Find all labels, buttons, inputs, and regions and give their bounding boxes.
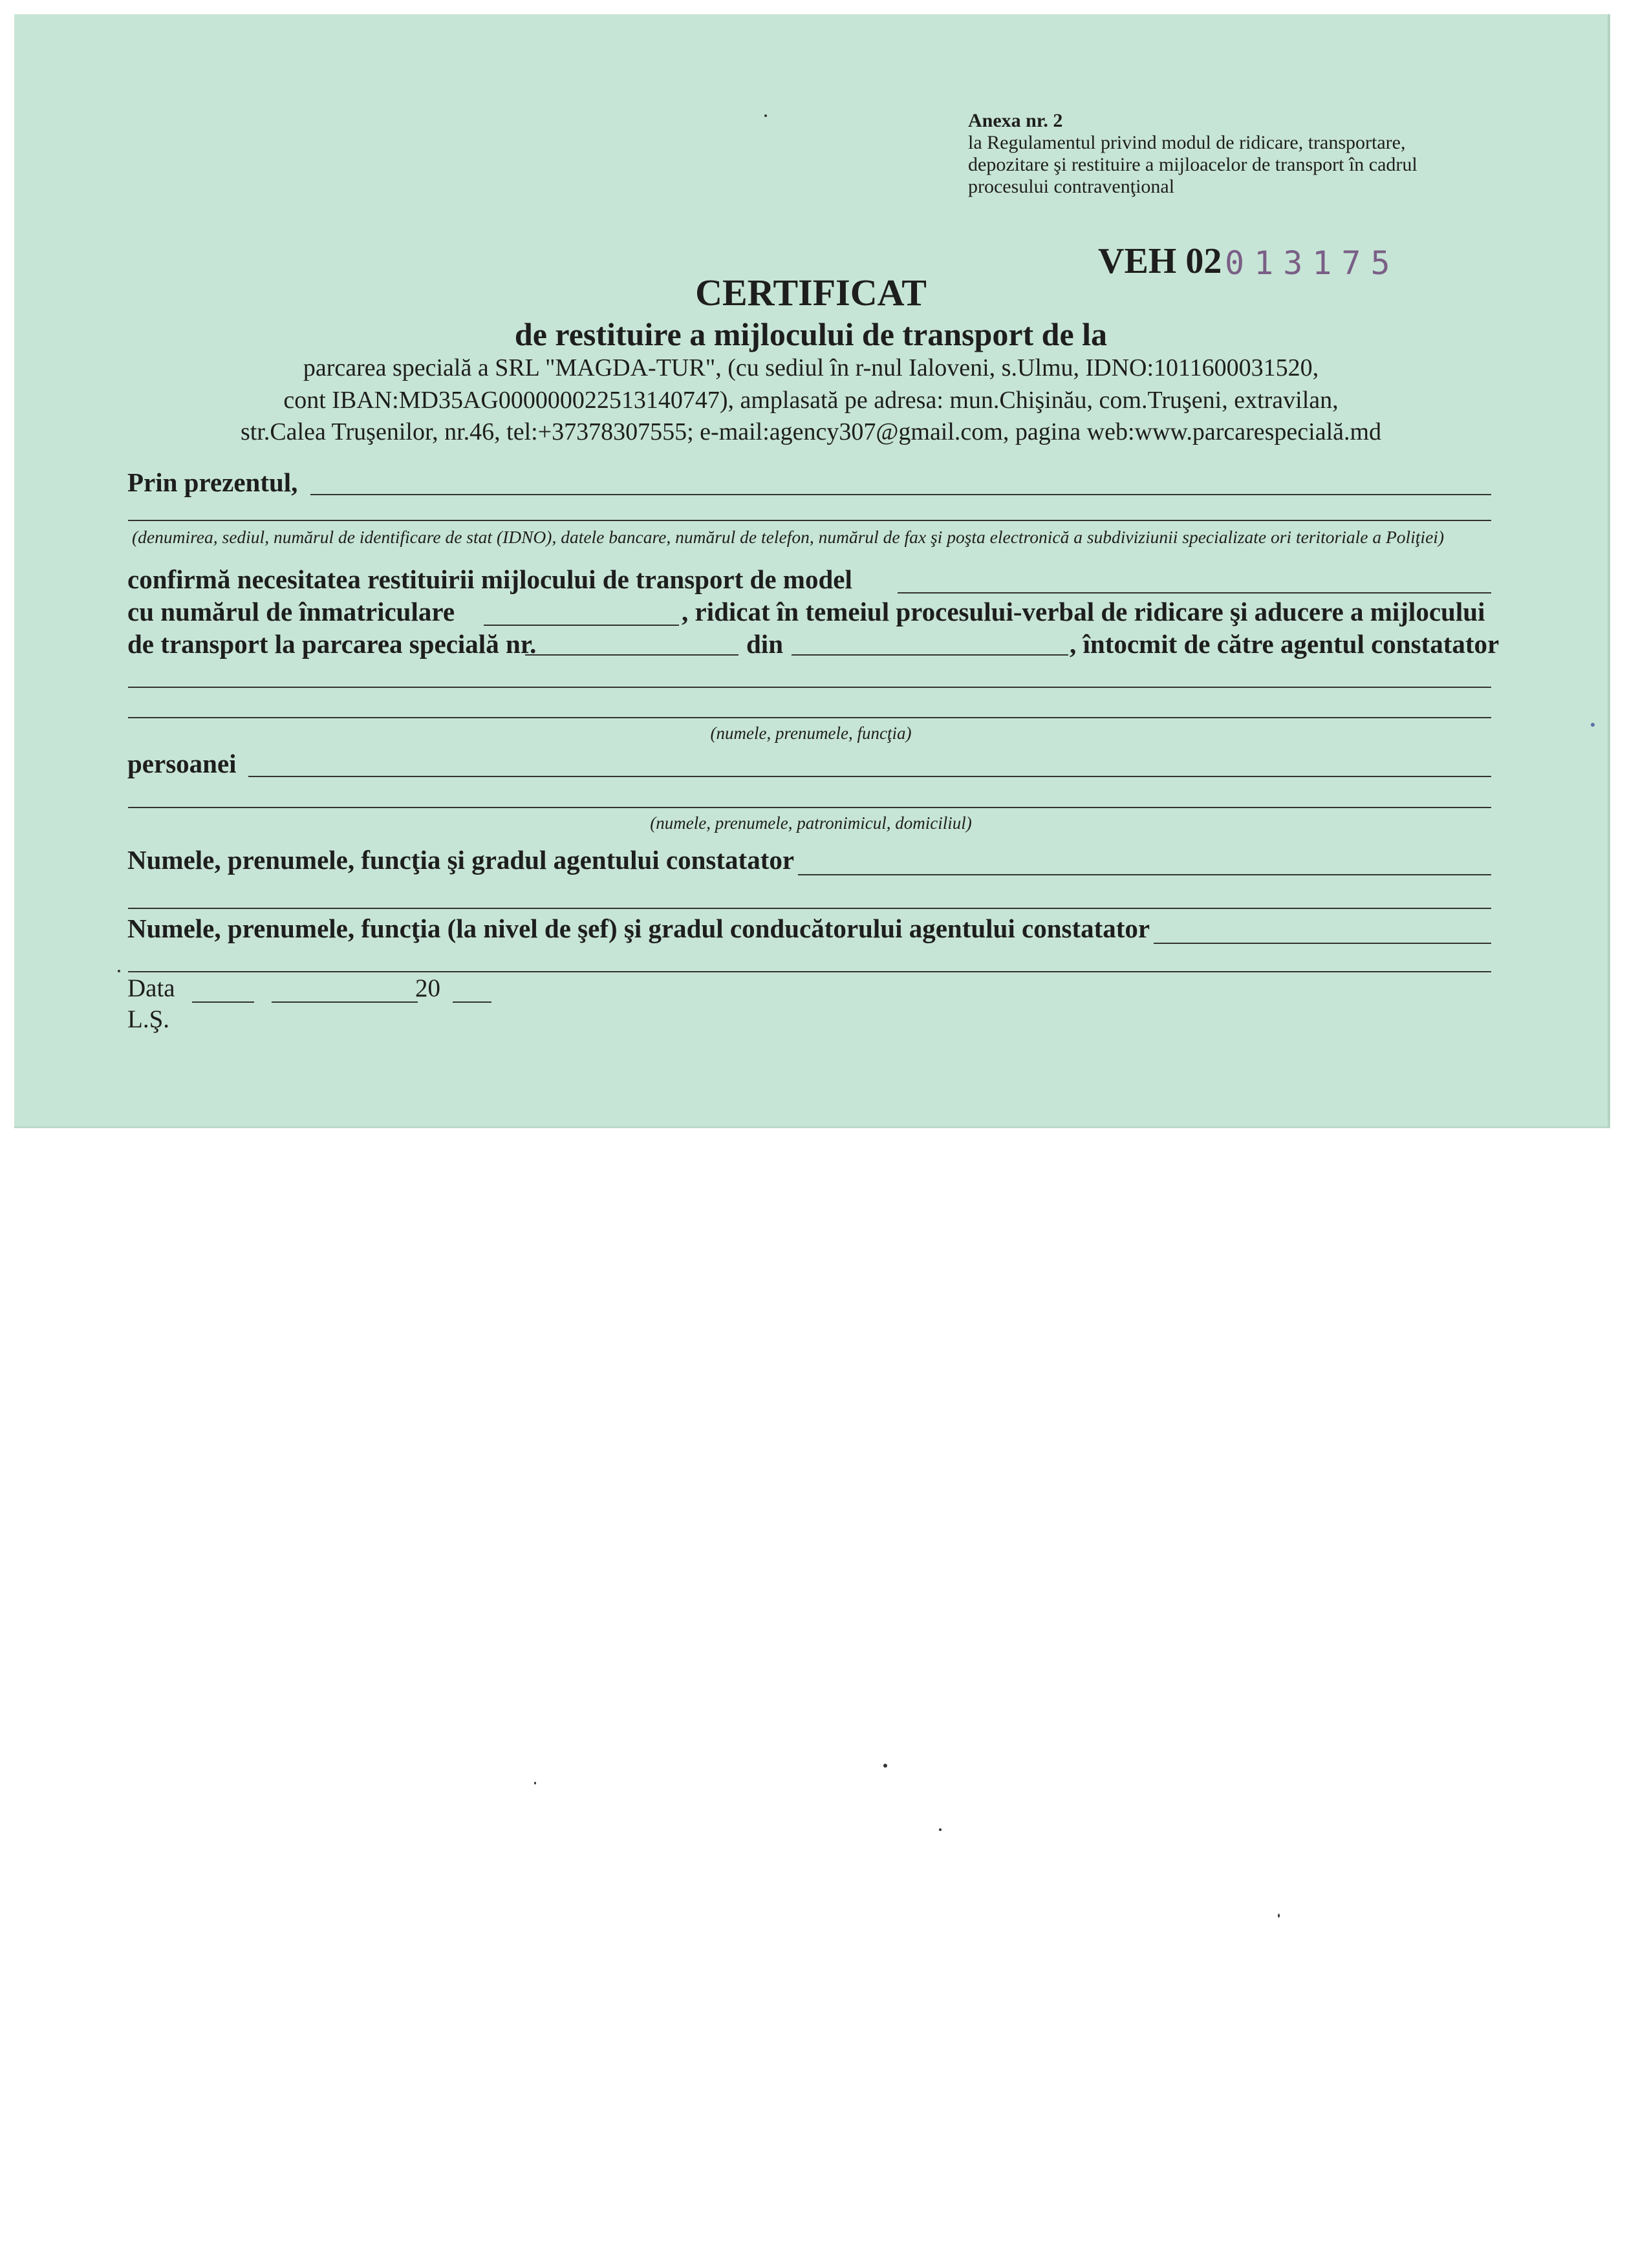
annex-title: Anexa nr. 2 <box>968 110 1063 131</box>
parking-info-line: parcarea specială a SRL "MAGDA-TUR", (cu sediul în r-nul Ialoveni, s.Ulmu, IDNO:1011600031520, <box>303 354 1319 381</box>
data-label: Data <box>127 974 175 1002</box>
intocmit-label: , întocmit de către agentul constatator <box>1070 629 1500 659</box>
parking-number-label: de transport la parcarea specială nr. <box>127 629 537 659</box>
certificate-title: CERTIFICAT <box>695 272 927 314</box>
entity-fill-line-2[interactable] <box>128 520 1491 521</box>
annex-line: la Regulamentul privind modul de ridicare, transportare, <box>968 132 1406 153</box>
agent-name-label: Numele, prenumele, funcţia şi gradul agentului constatator <box>127 845 795 875</box>
scan-speck <box>118 970 120 972</box>
registration-number-fill-line[interactable] <box>484 625 679 626</box>
date-fill-line[interactable] <box>792 654 1068 656</box>
scan-speck <box>883 1764 887 1768</box>
agent-fill-line-2[interactable] <box>128 717 1491 718</box>
person-fill-line[interactable] <box>248 776 1491 777</box>
chief-name-fill-line-2[interactable] <box>128 971 1491 972</box>
agent-name-fill-line-2[interactable] <box>128 908 1491 909</box>
parking-info-line: str.Calea Truşenilor, nr.46, tel:+37378307555; e-mail:agency307@gmail.com, pagina web:www.parcarespecială.md <box>240 418 1382 445</box>
entity-fill-line[interactable] <box>310 494 1491 495</box>
caption-entity: (denumirea, sediul, numărul de identificare de stat (IDNO), datele bancare, numărul de telefon, numărul de fax şi poşta electronică a subdiviziunii specializate ori teritoriale a Poliţiei) <box>132 527 1445 547</box>
parking-number-fill-line[interactable] <box>525 654 738 656</box>
scan-speck <box>1591 723 1595 727</box>
prin-prezentul-label: Prin prezentul, <box>127 467 298 497</box>
vehicle-model-fill-line[interactable] <box>898 592 1491 594</box>
scan-speck <box>1278 1914 1280 1918</box>
scan-speck <box>764 114 767 117</box>
year-prefix: 20 <box>415 974 440 1002</box>
serial-number: 013175 <box>1225 244 1400 282</box>
certificate-subtitle: de restituire a mijlocului de transport de la <box>514 316 1108 352</box>
agent-fill-line[interactable] <box>128 687 1491 688</box>
annex-block <box>968 110 1550 198</box>
day-fill-line[interactable] <box>192 1001 254 1003</box>
parking-info-line: cont IBAN:MD35AG000000022513140747), amplasată pe adresa: mun.Chişinău, com.Truşeni, extravilan, <box>283 387 1339 414</box>
certificate-sheet <box>14 14 1610 1128</box>
scan-speck <box>534 1782 536 1784</box>
registration-label: cu numărul de înmatriculare <box>127 597 455 626</box>
agent-name-fill-line[interactable] <box>798 874 1491 875</box>
confirma-label: confirmă necesitatea restituirii mijlocului de transport de model <box>127 564 852 594</box>
person-fill-line-2[interactable] <box>128 807 1491 808</box>
chief-name-label: Numele, prenumele, funcţia (la nivel de şef) şi gradul conducătorului agentului constatator <box>127 914 1150 943</box>
caption-person: (numele, prenumele, patronimicul, domiciliul) <box>650 813 972 833</box>
caption-agent: (numele, prenumele, funcţia) <box>710 723 912 743</box>
ls-label: L.Ş. <box>127 1005 170 1033</box>
serial-prefix: VEH 02 <box>1098 241 1222 281</box>
chief-name-fill-line[interactable] <box>1154 943 1491 944</box>
scan-speck <box>939 1828 942 1831</box>
annex-line: depozitare şi restituire a mijloacelor de transport în cadrul <box>968 154 1417 175</box>
din-label: din <box>746 629 783 659</box>
month-fill-line[interactable] <box>272 1001 418 1003</box>
persoanei-label: persoanei <box>127 749 237 778</box>
annex-line: procesului contravenţional <box>968 176 1175 197</box>
year-fill-line[interactable] <box>453 1001 491 1003</box>
ridicat-label: , ridicat în temeiul procesului-verbal de ridicare şi aducere a mijlocului <box>682 597 1485 626</box>
